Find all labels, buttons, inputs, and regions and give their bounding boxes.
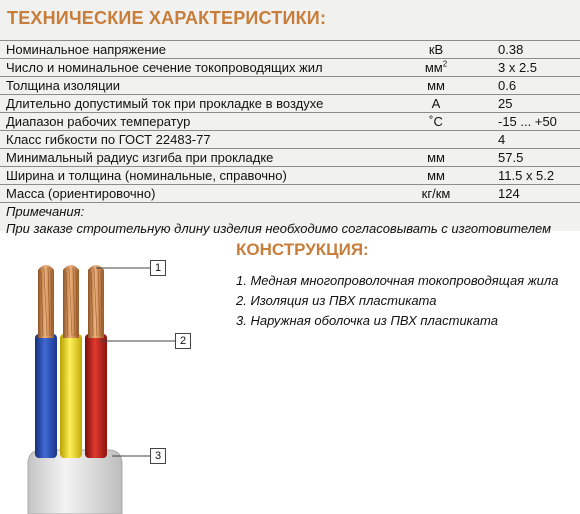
core-insulation-blue [35, 334, 57, 458]
callout-3: 3 [150, 448, 166, 464]
table-row [0, 77, 580, 95]
param-value: 4 [486, 131, 580, 149]
param-name: Класс гибкости по ГОСТ 22483-77 [0, 131, 386, 149]
table-row [0, 113, 580, 131]
core-insulation-red [85, 334, 107, 458]
list-item: 2. Изоляция из ПВХ пластиката [236, 293, 437, 308]
core-insulation-yellow [60, 334, 82, 458]
callout-1: 1 [150, 260, 166, 276]
table-row [0, 131, 580, 149]
param-unit: кВ [386, 41, 486, 59]
param-unit: мм [386, 167, 486, 185]
param-value: 0.6 [486, 77, 580, 95]
param-name: Диапазон рабочих температур [0, 113, 386, 131]
callout-2: 2 [175, 333, 191, 349]
param-name: Ширина и толщина (номинальные, справочно) [0, 167, 386, 185]
notes-text: При заказе строительную длину изделия необходимо согласовывать с изготовителем [6, 221, 552, 237]
list-item: 3. Наружная оболочка из ПВХ пластиката [236, 313, 498, 328]
param-name: Толщина изоляции [0, 77, 386, 95]
param-value: 124 [486, 185, 580, 203]
table-row [0, 59, 580, 77]
param-unit: мм [386, 77, 486, 95]
param-unit [386, 131, 486, 149]
construction-list [236, 271, 558, 331]
specs-title: ТЕХНИЧЕСКИЕ ХАРАКТЕРИСТИКИ: [7, 8, 327, 28]
param-name: Масса (ориентировочно) [0, 185, 386, 203]
table-row [0, 95, 580, 113]
table-row [0, 185, 580, 203]
notes-label-row [0, 203, 580, 221]
outer-sheath [28, 450, 122, 514]
unit-superscript: 2 [442, 59, 448, 69]
table-row [0, 149, 580, 167]
param-name: Число и номинальное сечение токопроводящих жил [0, 59, 386, 77]
notes-label: Примечания: [6, 204, 85, 220]
param-unit: кг/км [386, 185, 486, 203]
specs-table [0, 40, 580, 238]
param-value: 0.38 [486, 41, 580, 59]
param-value: -15 ... +50 [486, 113, 580, 131]
param-name: Длительно допустимый ток при прокладке в воздухе [0, 95, 386, 113]
param-value: 25 [486, 95, 580, 113]
param-unit: А [386, 95, 486, 113]
param-name: Минимальный радиус изгиба при прокладке [0, 149, 386, 167]
param-name: Номинальное напряжение [0, 41, 386, 59]
param-unit: ˚С [386, 113, 486, 131]
cable-illustration [0, 238, 230, 514]
table-row [0, 167, 580, 185]
table-row [0, 41, 580, 59]
param-value: 3 x 2.5 [486, 59, 580, 77]
unit-text: мм [424, 60, 443, 75]
param-value: 11.5 x 5.2 [486, 167, 580, 185]
param-value: 57.5 [486, 149, 580, 167]
technical-specs-panel [0, 0, 580, 237]
list-item: 1. Медная многопроволочная токопроводящая жила [236, 273, 559, 288]
notes-text-row [0, 220, 580, 238]
construction-title: КОНСТРУКЦИЯ: [236, 240, 369, 259]
param-unit: мм [386, 149, 486, 167]
param-unit [386, 59, 486, 77]
